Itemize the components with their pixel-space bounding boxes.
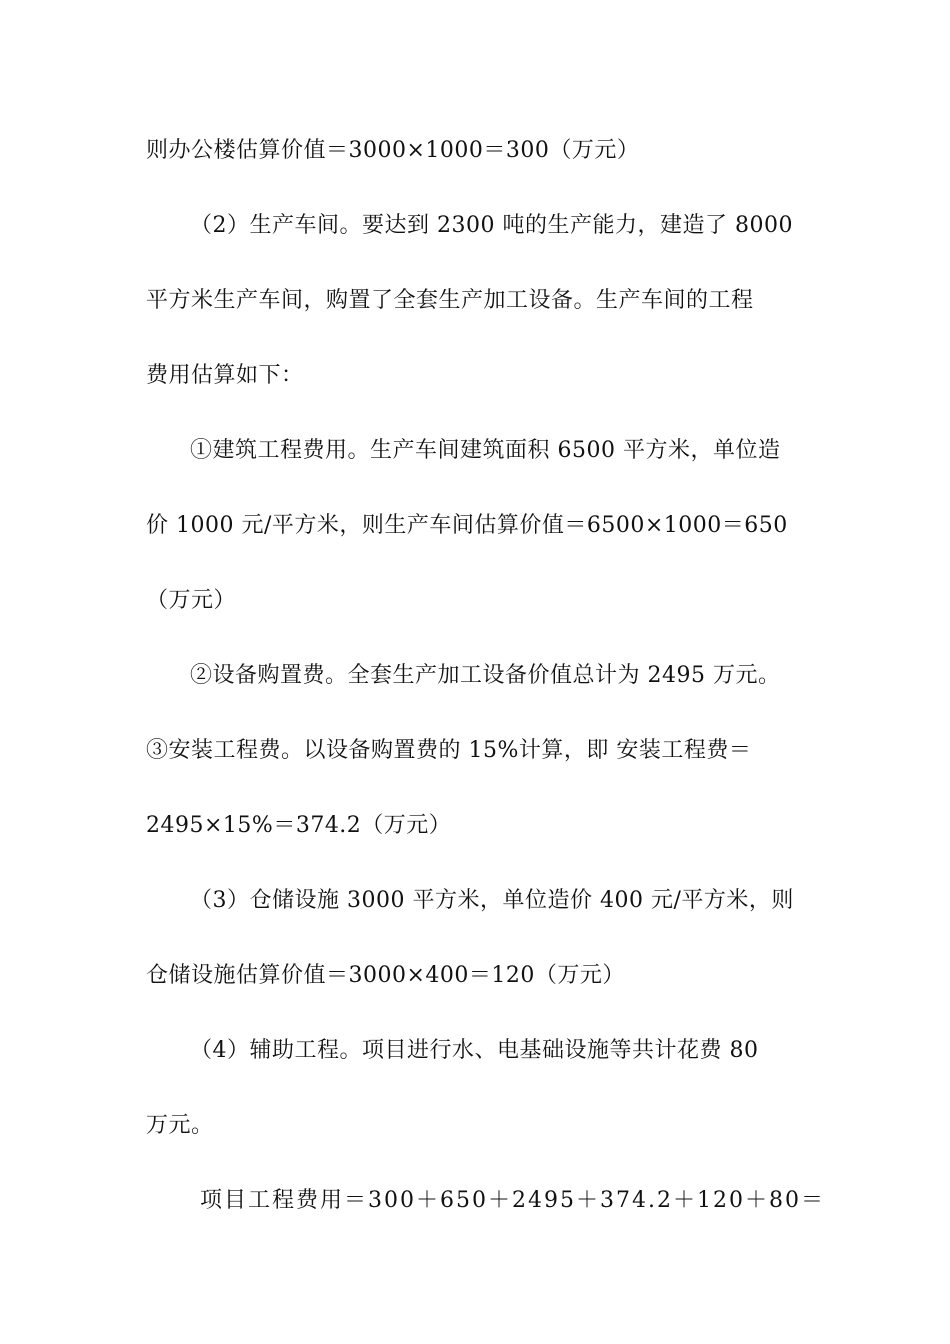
- text-line: ②设备购置费。全套生产加工设备价值总计为 2495 万元。: [190, 663, 781, 688]
- text-line: 万元。: [146, 1113, 214, 1138]
- text-line: 平方米生产车间，购置了全套生产加工设备。生产车间的工程: [146, 288, 754, 313]
- text-line: 2495×15%＝374.2（万元）: [146, 813, 452, 838]
- text-line: ③安装工程费。以设备购置费的 15%计算，即 安装工程费＝: [146, 738, 752, 763]
- text-line: （2）生产车间。要达到 2300 吨的生产能力，建造了 8000: [190, 213, 793, 238]
- text-line: 仓储设施估算价值＝3000×400＝120（万元）: [146, 963, 625, 988]
- text-line: 则办公楼估算价值＝3000×1000＝300（万元）: [146, 138, 640, 163]
- text-line: 费用估算如下：: [146, 363, 304, 388]
- text-line: （3）仓储设施 3000 平方米，单位造价 400 元/平方米，则: [190, 888, 794, 913]
- text-line: ①建筑工程费用。生产车间建筑面积 6500 平方米，单位造: [190, 438, 781, 463]
- text-line: 价 1000 元/平方米，则生产车间估算价值＝6500×1000＝650: [146, 513, 788, 538]
- text-line: （4）辅助工程。项目进行水、电基础设施等共计花费 80: [190, 1038, 759, 1063]
- text-line: （万元）: [146, 588, 237, 613]
- text-line: 项目工程费用＝300＋650＋2495＋374.2＋120＋80＝: [200, 1188, 825, 1213]
